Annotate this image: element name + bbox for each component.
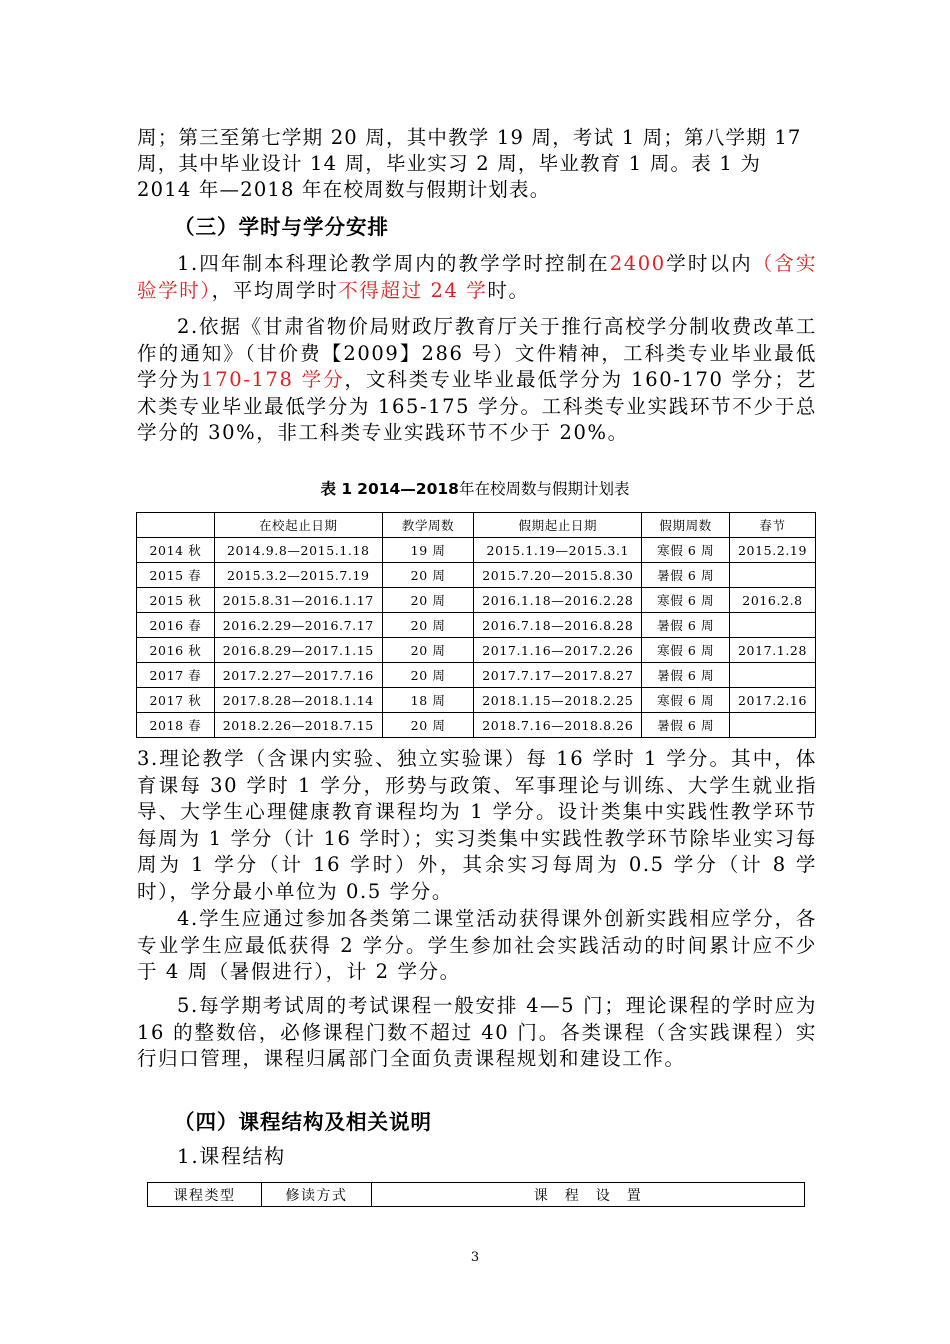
intro-line-3: 2014 年—2018 年在校周数与假期计划表。: [137, 178, 551, 201]
table-cell: 暑假 6 周: [642, 713, 730, 738]
header-cell: 教学周数: [382, 513, 474, 538]
table-cell: 2016 春: [137, 613, 215, 638]
p1-hours: 2400: [609, 252, 666, 275]
table-cell: 2015.7.20—2015.8.30: [474, 563, 642, 588]
table-cell: 20 周: [382, 563, 474, 588]
table-cell: [730, 613, 816, 638]
table-cell: 2015.1.19—2015.3.1: [474, 538, 642, 563]
p1-text-c: 内: [731, 252, 753, 275]
table-cell: 20 周: [382, 588, 474, 613]
header-cell: 假期起止日期: [474, 513, 642, 538]
header-cell: 假期周数: [642, 513, 730, 538]
header-cell: 春节: [730, 513, 816, 538]
table-cell: 2015.3.2—2015.7.19: [214, 563, 382, 588]
p2-text-a: 2.依据《甘肃省物价局财政厅教育厅关于推行高校学分制收费改革工作的通知》（甘价费【2009】286 号）文件精神，工科类专业毕业最低学分为: [137, 315, 817, 391]
paragraph-5: 5.每学期考试周的考试课程一般安排 4—5 门；理论课程的学时应为 16 的整数倍，必修课程门数不超过 40 门。各类课程（含实践课程）实行归口管理，课程归属部门全面负责课程规划和建设工作。: [137, 994, 817, 1070]
table-cell: 寒假 6 周: [642, 588, 730, 613]
table-cell: 2017.2.16: [730, 688, 816, 713]
p1-text-a: 1.四年制本科理论教学周内的教学学时控制在: [177, 252, 610, 275]
table-cell: 2015 秋: [137, 588, 215, 613]
table-cell: 2017.7.17—2017.8.27: [474, 663, 642, 688]
table-cell: 2016.2.29—2016.7.17: [214, 613, 382, 638]
table-cell: 2016.2.8: [730, 588, 816, 613]
subsection-course-structure: 1.课程结构: [177, 1144, 286, 1168]
table-cell: 2018 春: [137, 713, 215, 738]
table-1-caption: [0, 477, 950, 499]
header-cell: [137, 513, 215, 538]
table-row: [137, 588, 816, 613]
table-header-row: [137, 513, 816, 538]
table-cell: 暑假 6 周: [642, 613, 730, 638]
p1-limit: 不得超过 24 学: [338, 278, 488, 302]
caption-text: 年在校周数与假期计划表: [458, 480, 630, 498]
p1-text-d: ，平均周学时: [211, 278, 339, 302]
table-cell: 20 周: [382, 663, 474, 688]
table-row: [137, 538, 816, 563]
table-cell: 2015.8.31—2016.1.17: [214, 588, 382, 613]
table-cell: 寒假 6 周: [642, 638, 730, 663]
table-cell: 19 周: [382, 538, 474, 563]
table-cell: 2015 春: [137, 563, 215, 588]
paragraph-4: 4.学生应通过参加各类第二课堂活动获得课外创新实践相应学分，各专业学生应最低获得 2 学分。学生参加社会实践活动的时间累计应不少于 4 周（暑假进行），计 2 学分。: [137, 907, 817, 983]
intro-line-2: 周，其中毕业设计 14 周，毕业实习 2 周，毕业教育 1 周。表 1 为: [137, 152, 762, 175]
paragraph-1: [137, 251, 817, 304]
table-cell: 20 周: [382, 713, 474, 738]
table-cell: 2017.1.16—2017.2.26: [474, 638, 642, 663]
section-3-heading: （三）学时与学分安排: [174, 215, 389, 239]
table-cell: 2017 秋: [137, 688, 215, 713]
table-cell: [730, 713, 816, 738]
table-row: [137, 563, 816, 588]
header-study-mode: 修读方式: [262, 1183, 372, 1207]
table-cell: 20 周: [382, 613, 474, 638]
table-cell: 2017.8.28—2018.1.14: [214, 688, 382, 713]
table-cell: 2015.2.19: [730, 538, 816, 563]
table-cell: 2014.9.8—2015.1.18: [214, 538, 382, 563]
table-cell: 2018.2.26—2018.7.15: [214, 713, 382, 738]
table-cell: 2016.7.18—2016.8.28: [474, 613, 642, 638]
semester-calendar-table: [136, 512, 816, 738]
table-cell: [730, 663, 816, 688]
table-cell: 2017.1.28: [730, 638, 816, 663]
caption-label: 表 1: [320, 480, 353, 498]
table-cell: 寒假 6 周: [642, 538, 730, 563]
table-cell: 18 周: [382, 688, 474, 713]
page-number: 3: [470, 1250, 480, 1265]
table-cell: [730, 563, 816, 588]
table-row: [137, 638, 816, 663]
table-cell: 2018.7.16—2018.8.26: [474, 713, 642, 738]
table-header-row: [148, 1183, 805, 1207]
table-cell: 2017.2.27—2017.7.16: [214, 663, 382, 688]
table-cell: 2016.8.29—2017.1.15: [214, 638, 382, 663]
table-cell: 暑假 6 周: [642, 563, 730, 588]
table-cell: 2014 秋: [137, 538, 215, 563]
p2-text-b: ，文科类专业毕业最低学分为 160-170 学分；艺术类专业毕业最低学分为 165-175 学分。工科类专业实践环节不少于总学分的 30%，非工科类专业实践环节不少于 20%。: [137, 368, 817, 444]
p1-note: （含实验学时）: [137, 252, 817, 302]
header-course-type: 课程类型: [148, 1183, 262, 1207]
table-cell: 2016.1.18—2016.2.28: [474, 588, 642, 613]
course-structure-table: [147, 1182, 805, 1207]
table-cell: 2017 春: [137, 663, 215, 688]
caption-years: 2014—2018: [357, 480, 459, 498]
p1-text-b: 学时以: [665, 252, 732, 275]
table-cell: 暑假 6 周: [642, 663, 730, 688]
table-cell: 20 周: [382, 638, 474, 663]
p2-credits: 170-178 学分: [201, 368, 345, 391]
p1-text-e: 时。: [487, 278, 530, 302]
header-cell: 在校起止日期: [214, 513, 382, 538]
table-cell: 2018.1.15—2018.2.25: [474, 688, 642, 713]
paragraph-3: 3.理论教学（含课内实验、独立实验课）每 16 学时 1 学分。其中，体育课每 30 学时 1 学分，形势与政策、军事理论与训练、大学生就业指导、大学生心理健康教育课程均为 1 学分。设计类集中实践性教学环节每周为 1 学分（计 16 学时）；实习类集中实践性教学环节除毕业实习每周为 1 学分（计 16 学时）外，其余实习每周为 0.5 学分（计 8 学时），学分最小单位为 0.5 学分。: [137, 747, 817, 903]
table-row: [137, 713, 816, 738]
section-4-heading: （四）课程结构及相关说明: [174, 1110, 432, 1134]
table-cell: 2016 秋: [137, 638, 215, 663]
header-course-setup: 课 程 设 置: [372, 1183, 805, 1207]
table-cell: 寒假 6 周: [642, 688, 730, 713]
table-row: [137, 688, 816, 713]
intro-line-1: 周；第三至第七学期 20 周，其中教学 19 周，考试 1 周；第八学期 17: [137, 126, 802, 149]
table-row: [137, 613, 816, 638]
paragraph-2: [137, 314, 817, 447]
table-row: [137, 663, 816, 688]
